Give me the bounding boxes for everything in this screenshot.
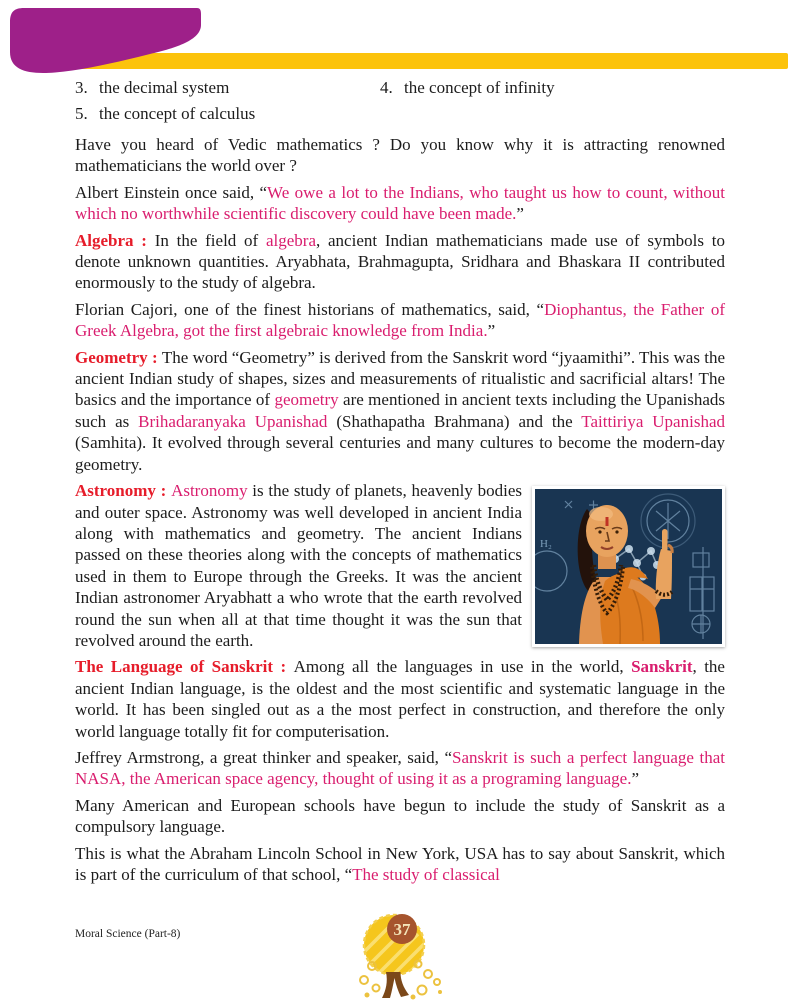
text-segment: Brihadaranyaka Upanishad — [138, 411, 328, 431]
paragraph-astronomy — [75, 480, 725, 651]
list-item-label: the concept of infinity — [404, 78, 555, 97]
text-segment: Albert Einstein once said, “ — [75, 182, 268, 202]
header-purple-swoosh — [10, 8, 205, 76]
paragraph-einstein-quote — [75, 182, 725, 225]
paragraph-schools — [75, 795, 725, 838]
list-item-label: the decimal system — [99, 78, 230, 97]
paragraph-geometry — [75, 347, 725, 475]
text-segment: This is what the Abraham Lincoln School in New York, USA has to say about Sanskrit, which is part of the curriculum of that school, “ — [75, 843, 725, 884]
text-segment: Geometry : — [75, 347, 162, 367]
numbered-list — [75, 77, 725, 129]
paragraph-armstrong-quote — [75, 747, 725, 790]
text-segment: Diophantus, the Father of Greek Algebra, got the first algebraic knowledge from India. — [75, 299, 725, 341]
text-segment: The word “Geometry” is derived from the Sanskrit word “jyaamithi”. This was the ancient Indian study of shapes, sizes and measurements of ritualistic and sacrificial altars! The basics and the importance of — [75, 347, 725, 410]
text-segment: ” — [487, 321, 496, 341]
text-segment: Have you heard of Vedic mathematics ? Do you know why it is attracting renowned mathematicians the world over ? — [75, 135, 725, 176]
list-item-number: 5. — [75, 104, 88, 123]
text-segment: Sanskrit — [631, 657, 693, 677]
text-segment: (Samhita). It evolved through several centuries and many cultures to become the modern-day geometry. — [75, 433, 725, 474]
text-segment: Algebra : — [75, 230, 155, 250]
text-segment: In the field of — [154, 230, 266, 250]
page-number: 37 — [393, 920, 410, 939]
aryabhata-portrait-image — [535, 489, 722, 644]
text-segment: is the study of planets, heavenly bodies and outer space. Astronomy was well developed in ancient India along with mathematics and geometry. The ancient Indians passed on these theories along with the concepts of mathematics used in them to Europe through the Greeks. It was the ancient Indian astronomer Aryabhatt a who wrote that the earth revolved round the sun when all at that time thought it was the sun that revolved around the earth. — [75, 481, 522, 650]
text-segment: , ancient Indian mathematicians made use of symbols to denote unknown quantities. Aryabhata, Brahmagupta, Sridhara and Bhaskara II contributed enormously to the study of algebra. — [75, 230, 725, 293]
text-segment: Astronomy — [171, 481, 248, 501]
text-segment: geometry — [274, 390, 339, 410]
list-item-label: the concept of calculus — [99, 104, 256, 123]
list-item — [75, 103, 380, 129]
text-segment: ” — [516, 204, 524, 224]
text-segment: The Language of Sanskrit : — [75, 657, 294, 677]
list-item-number: 4. — [380, 78, 393, 97]
numbered-list-row — [75, 103, 725, 129]
paragraph-cajori-quote — [75, 299, 725, 342]
text-segment: Among all the languages in use in the world, — [293, 657, 632, 677]
list-item-number: 3. — [75, 78, 88, 97]
chalk-h2-label: H₂ — [540, 538, 552, 551]
page-number-tree — [352, 908, 448, 1000]
text-segment: (Shathapatha Brahmana) and the — [327, 411, 582, 431]
aryabhata-illustration — [532, 486, 725, 647]
paragraph-sanskrit — [75, 656, 725, 742]
text-segment: We owe a lot to the Indians, who taught us how to count, without which no worthwhile scientific discovery could have been made. — [75, 182, 725, 224]
numbered-list-row — [75, 77, 725, 103]
page-content — [0, 77, 799, 885]
footer-book-title: Moral Science (Part-8) — [75, 928, 181, 940]
text-segment: ” — [631, 769, 639, 789]
text-segment: Sanskrit is such a perfect language that NASA, the American space agency, thought of using it as a programing language. — [75, 747, 725, 789]
tree-trunk — [382, 972, 409, 998]
text-segment: Taittiriya Upanishad — [581, 411, 725, 431]
paragraph-vedic-question — [75, 134, 725, 177]
text-segment: algebra — [265, 230, 316, 250]
text-segment: Astronomy : — [75, 481, 172, 501]
text-segment: Jeffrey Armstrong, a great thinker and speaker, said, “ — [75, 747, 452, 767]
text-segment: are mentioned in ancient texts including the Upanishads such as — [75, 390, 725, 431]
text-segment: Many American and European schools have begun to include the study of Sanskrit as a compulsory language. — [75, 795, 725, 837]
text-segment: Florian Cajori, one of the finest historians of mathematics, said, “ — [75, 299, 545, 319]
text-segment: The study of classical — [352, 865, 500, 884]
text-segment: , the ancient Indian language, is the oldest and the most scientific and systematic language in the world. It has been singled out as a the most perfect in construction, and therefore the only world language totally fit for computerisation. — [75, 657, 725, 741]
list-item — [75, 77, 380, 103]
list-item — [380, 77, 725, 103]
paragraph-lincoln-school — [75, 843, 725, 886]
paragraph-algebra — [75, 230, 725, 294]
